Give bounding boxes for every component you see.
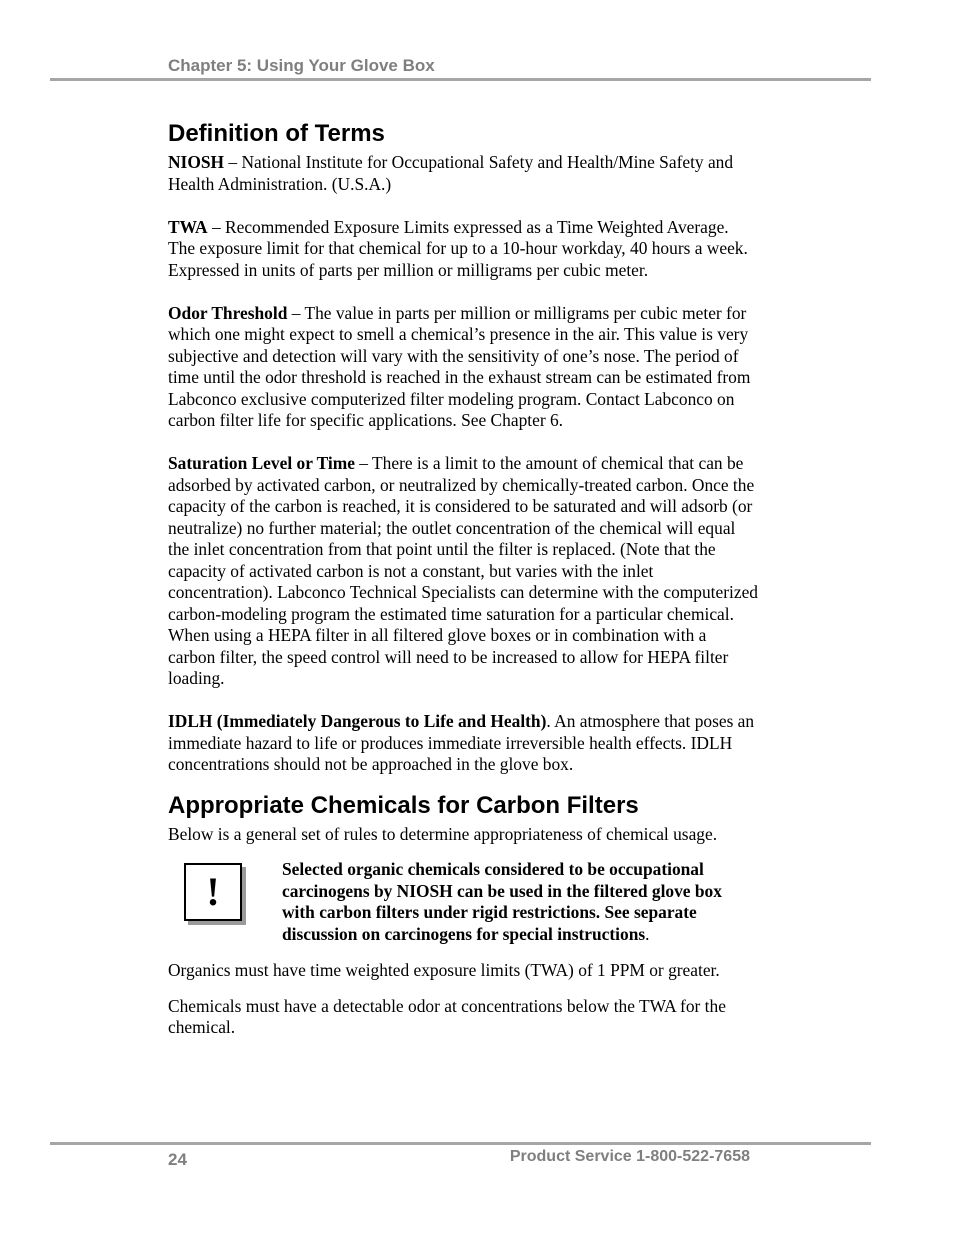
warning-callout [168, 859, 758, 945]
term-definition: Recommended Exposure Limits expressed as a Time Weighted Average. The exposure limit for that chemical for up to a 10-hour workday, 40 hours a week. Expressed in units of parts per million or milligrams per cubic meter. [168, 216, 748, 280]
definition-twa: TWA – Recommended Exposure Limits expressed as a Time Weighted Average. The exposure limit for that chemical for up to a 10-hour workday, 40 hours a week. Expressed in units of parts per million or milligrams per cubic meter. [168, 216, 748, 280]
term-label: Saturation Level or Time [168, 453, 355, 473]
product-service-phone: Product Service 1-800-522-7658 [509, 1148, 750, 1165]
term-definition: There is a limit to the amount of chemical that can be adsorbed by activated carbon, or neutralized by chemically-treated carbon. Once the capacity of the carbon is reached, it is considered to be saturated and will adsorb (or neutralize) no further material; the outlet concentration of the chemical will equal the inlet concentration from that point until the filter is replaced. (Note that the capacity of activated carbon is not a constant, but varies with the inlet concentration). Labconco Technical Specialists can determine with the computerized carbon-modeling program the estimated time saturation for a particular chemical. When using a HEPA filter in all filtered glove boxes or in combination with a carbon filter, the speed control will need to be increased to allow for HEPA filter loading. [168, 453, 758, 688]
section-intro: Below is a general set of rules to determine appropriateness of chemical usage. [168, 823, 718, 844]
term-definition: The value in parts per million or milligrams per cubic meter for which one might expect to smell a chemical’s presence in the air. This value is very subjective and detection will vary with the sensitivity of one’s nose. The period of time until the odor threshold is reached in the exhaust stream can be estimated from Labconco exclusive computerized filter modeling program. Contact Labconco on carbon filter life for specific applications. See Chapter 6. [168, 302, 751, 430]
term-label: NIOSH [168, 152, 225, 172]
footer-rule [50, 1142, 871, 1145]
rule-item: Chemicals must have a detectable odor at concentrations below the TWA for the chemical. [168, 995, 726, 1037]
definition-niosh: NIOSH – National Institute for Occupational Safety and Health/Mine Safety and Health Administration. (U.S.A.) [168, 152, 734, 194]
page-body [168, 118, 758, 1053]
rule-item: Organics must have time weighted exposure limits (TWA) of 1 PPM or greater. [168, 960, 720, 980]
term-label: Odor Threshold [168, 302, 288, 323]
definition-odor-threshold: Odor Threshold – The value in parts per million or milligrams per cubic meter for which one might expect to smell a chemical’s presence in the air. This value is very subjective and detection will vary with the sensitivity of one’s nose. The period of time until the odor threshold is reached in the exhaust stream can be estimated from Labconco exclusive computerized filter modeling program. Contact Labconco on carbon filter life for specific applications. See Chapter 6. [168, 302, 751, 430]
section-title-carbon-filters: Appropriate Chemicals for Carbon Filters [168, 791, 639, 819]
definition-saturation: Saturation Level or Time – There is a limit to the amount of chemical that can be adsorbed by activated carbon, or neutralized by chemically-treated carbon. Once the capacity of the carbon is reached, it is considered to be saturated and will adsorb (or neutralize) no further material; the outlet concentration of the chemical will equal the inlet concentration from that point until the filter is replaced. (Note that the capacity of activated carbon is not a constant, but varies with the inlet concentration). Labconco Technical Specialists can determine with the computerized carbon-modeling program the estimated time saturation for a particular chemical. When using a HEPA filter in all filtered glove boxes or in combination with a carbon filter, the speed control will need to be increased to allow for HEPA filter loading. [168, 453, 758, 688]
page-number: 24 [168, 1150, 187, 1169]
term-definition: An atmosphere that poses an immediate hazard to life or produces immediate irreversible health effects. IDLH concentrations should not be approached in the glove box. [168, 711, 755, 774]
section-title-definitions: Definition of Terms [168, 120, 385, 147]
term-definition: National Institute for Occupational Safety and Health/Mine Safety and Health Administration. (U.S.A.) [168, 152, 734, 194]
term-label: TWA [168, 216, 208, 237]
definition-idlh: IDLH (Immediately Dangerous to Life and Health). An atmosphere that poses an immediate hazard to life or produces immediate irreversible health effects. IDLH concentrations should not be approached in the glove box. [168, 711, 755, 774]
warning-icon: ! [184, 863, 242, 921]
header-rule [50, 78, 871, 81]
warning-text: Selected organic chemicals considered to be occupational carcinogens by NIOSH can be used in the filtered glove box with carbon filters under rigid restrictions. See separate discussion on carcinogens for special instructions. [282, 859, 722, 944]
term-label: IDLH (Immediately Dangerous to Life and Health) [168, 711, 547, 731]
running-header: Chapter 5: Using Your Glove Box [168, 56, 435, 75]
